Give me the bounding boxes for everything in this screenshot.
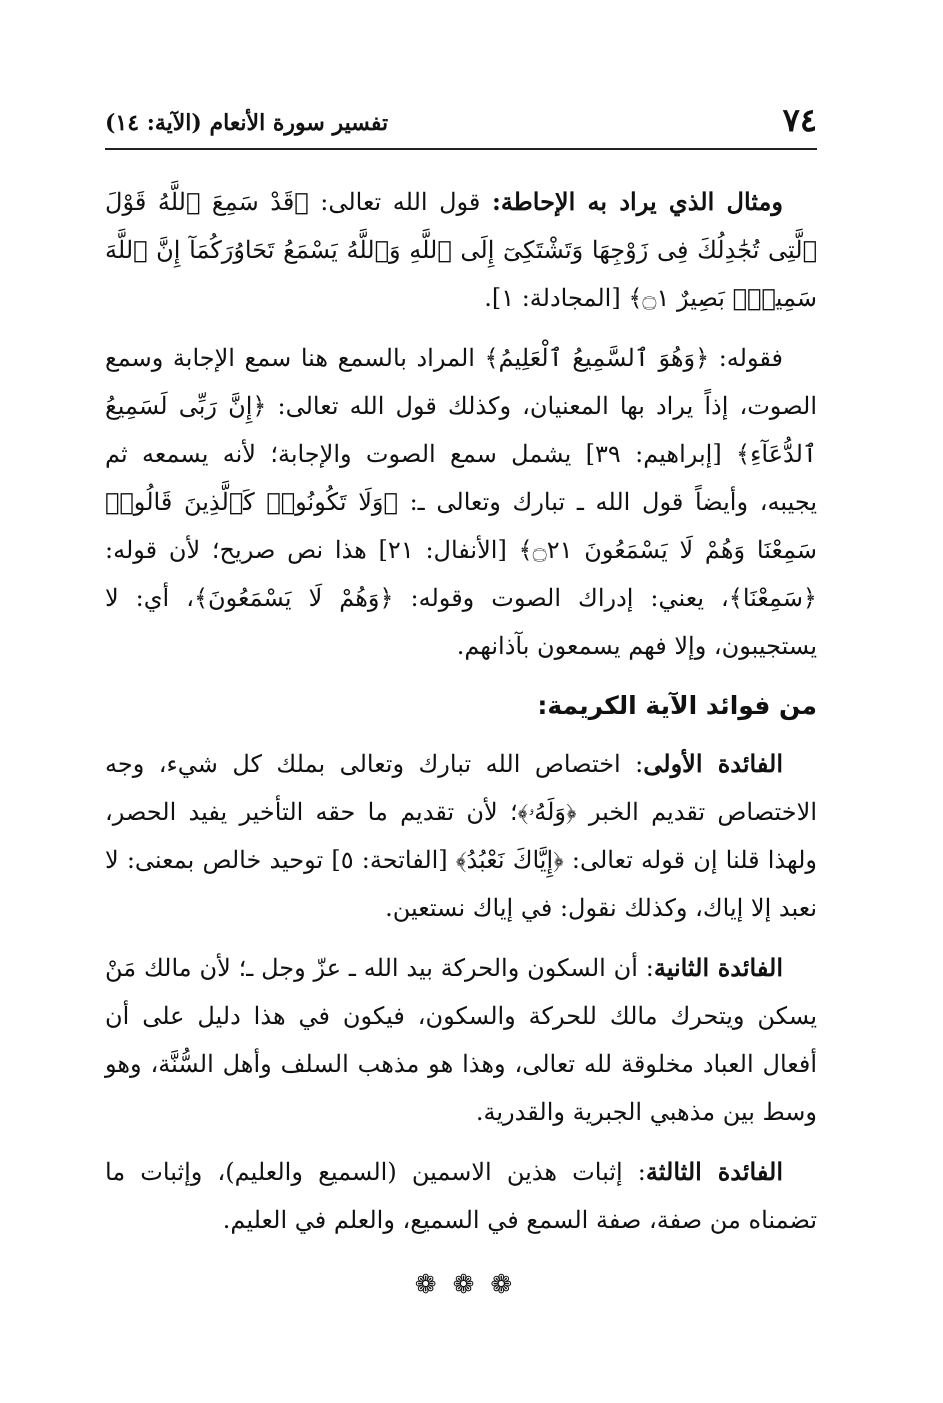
page-content (105, 178, 817, 1256)
ornament-icon: ❁ (490, 1270, 529, 1300)
benefit-third (105, 1148, 817, 1244)
running-title: تفسير سورة الأنعام (الآية: ١٤) (105, 110, 389, 136)
paragraph-example-encompassing (105, 178, 817, 322)
ornament-icon: ❁ (414, 1270, 453, 1300)
benefit-label: الفائدة الثانية (653, 953, 783, 982)
benefit-text: : إثبات هذين الاسمين (السميع والعليم)، وإثبات ما تضمناه من صفة، صفة السمع في السميع، والعلم في العليم. (105, 1158, 817, 1234)
paragraph-lead: ومثال الذي يراد به الإحاطة: (491, 187, 783, 216)
section-separator (0, 1270, 943, 1300)
verse-reference: [المجادلة: ١]. (484, 284, 629, 312)
ornament-icon: ❁ (452, 1270, 491, 1300)
benefit-second (105, 944, 817, 1136)
page-header (105, 96, 817, 150)
benefit-text: : اختصاص الله تبارك وتعالى بملك كل شيء، وجه الاختصاص تقديم الخبر ﴿وَلَهُۥ﴾؛ لأن تقديم ما حقه التأخير يفيد الحصر، ولهذا قلنا إن قوله تعالى: ﴿إِيَّاكَ نَعْبُدُ﴾ [الفاتحة: ٥] توحيد خالص بمعنى: لا نعبد إلا إياك، وكذلك نقول: في إياك نستعين. (105, 750, 817, 922)
quran-verse: ﴿قَدْ سَمِعَ ٱللَّهُ قَوْلَ ٱلَّتِى تُجَٰدِلُكَ فِى زَوْجِهَا وَتَشْتَكِىٓ إِلَى ٱللَّهِ وَٱللَّهُ يَسْمَعُ تَحَاوُرَكُمَآ إِنَّ ٱللَّهَ سَمِيعٌۢ بَصِيرٌ ۝١﴾ (105, 188, 817, 312)
benefit-first (105, 740, 817, 932)
paragraph-text: قول الله تعالى: (308, 188, 492, 216)
benefit-label: الفائدة الأولى (643, 749, 783, 778)
benefit-text: : أن السكون والحركة بيد الله ـ عزّ وجل ـ؛ لأن مالك مَنْ يسكن ويتحرك مالك للحركة والسكون، فيكون في هذا دليل على أن أفعال العباد مخلوقة لله تعالى، وهذا هو مذهب السلف وأهل السُّنَّة، وهو وسط بين مذهبي الجبرية والقدرية. (105, 954, 818, 1126)
benefit-label: الفائدة الثالثة (645, 1157, 783, 1186)
section-heading: من فوائد الآية الكريمة: (537, 691, 817, 720)
page-number: ٧٤ (782, 101, 817, 139)
paragraph-explanation: فقوله: ﴿وَهُوَ ٱلسَّمِيعُ ٱلْعَلِيمُ﴾ المراد بالسمع هنا سمع الإجابة وسمع الصوت، إذاً يراد بها المعنيان، وكذلك قول الله تعالى: ﴿إِنَّ رَبِّى لَسَمِيعُ ٱلدُّعَآءِ﴾ [إبراهيم: ٣٩] يشمل سمع الصوت والإجابة؛ لأنه يسمعه ثم يجيبه، وأيضاً قول الله ـ تبارك وتعالى ـ: ﴿وَلَا تَكُونُوا۟ كَٱلَّذِينَ قَالُوا۟ سَمِعْنَا وَهُمْ لَا يَسْمَعُونَ ۝٢١﴾ [الأنفال: ٢١] هذا نص صريح؛ لأن قوله: ﴿سَمِعْنَا﴾، يعني: إدراك الصوت وقوله: ﴿وَهُمْ لَا يَسْمَعُونَ﴾، أي: لا يستجيبون، وإلا فهم يسمعون بآذانهم. (105, 344, 818, 660)
